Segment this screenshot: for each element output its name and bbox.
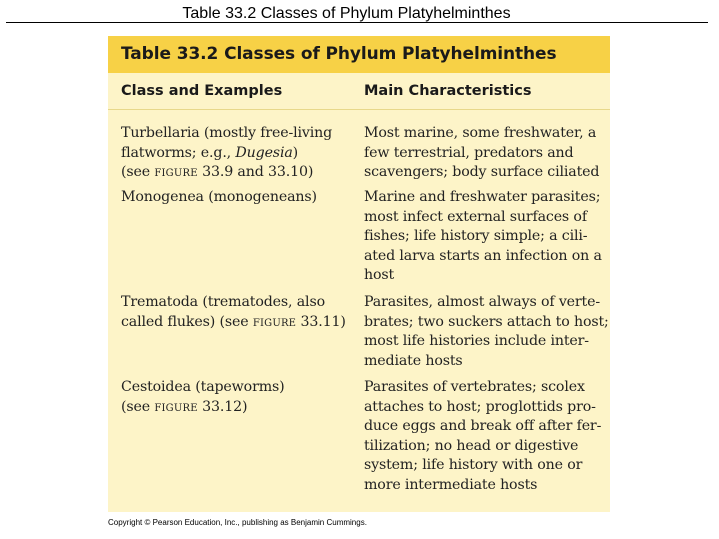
table-header-band	[108, 36, 610, 73]
class-line: Turbellaria (mostly free-living	[121, 125, 333, 141]
characteristics-line: most infect external surfaces of	[364, 208, 587, 225]
header-divider	[108, 109, 610, 110]
class-cell	[121, 124, 357, 183]
characteristics-line: tilization; no head or digestive	[364, 437, 579, 454]
characteristics-line: ated larva starts an infection on a	[364, 247, 602, 264]
column-header-class: Class and Examples	[121, 83, 283, 99]
characteristics-line: fishes; life history simple; a cili-	[364, 228, 588, 244]
class-cell	[121, 378, 357, 417]
characteristics-line: mediate hosts	[364, 352, 463, 369]
characteristics-line: system; life history with one or	[364, 457, 583, 473]
characteristics-line: attaches to host; proglottids pro-	[364, 398, 596, 415]
characteristics-line: Parasites of vertebrates; scolex	[364, 379, 585, 395]
class-line: called flukes) (see figure 33.11)	[121, 313, 346, 330]
table-title: Table 33.2 Classes of Phylum Platyhelminthes	[121, 44, 557, 64]
class-cell	[121, 188, 357, 208]
class-line: Trematoda (trematodes, also	[121, 294, 325, 310]
slide-title: Table 33.2 Classes of Phylum Platyhelminthes	[182, 5, 511, 22]
class-line: (see figure 33.12)	[121, 398, 248, 415]
characteristics-line: duce eggs and break off after fer-	[364, 418, 602, 434]
characteristics-cell	[364, 188, 604, 286]
class-line: flatworms; e.g., Dugesia)	[121, 144, 299, 161]
characteristics-line: more intermediate hosts	[364, 476, 538, 493]
characteristics-line: host	[364, 267, 395, 283]
class-line: (see figure 33.9 and 33.10)	[121, 164, 314, 180]
characteristics-cell	[364, 124, 604, 183]
title-underline	[6, 22, 708, 23]
table-card	[108, 36, 610, 512]
characteristics-line: most life histories include inter-	[364, 333, 589, 349]
characteristics-cell	[364, 378, 604, 495]
characteristics-line: Parasites, almost always of verte-	[364, 294, 600, 310]
class-cell	[121, 293, 357, 332]
characteristics-line: scavengers; body surface ciliated	[364, 164, 600, 180]
copyright-notice: Copyright © Pearson Education, Inc., publishing as Benjamin Cummings.	[108, 518, 367, 527]
characteristics-line: Marine and freshwater parasites;	[364, 189, 601, 205]
class-line: Cestoidea (tapeworms)	[121, 379, 285, 395]
characteristics-cell	[364, 293, 609, 371]
characteristics-line: few terrestrial, predators and	[364, 144, 574, 161]
characteristics-line: Most marine, some freshwater, a	[364, 125, 597, 141]
class-line: Monogenea (monogeneans)	[121, 189, 317, 205]
column-header-characteristics: Main Characteristics	[364, 83, 532, 99]
characteristics-line: brates; two suckers attach to host;	[364, 313, 609, 330]
